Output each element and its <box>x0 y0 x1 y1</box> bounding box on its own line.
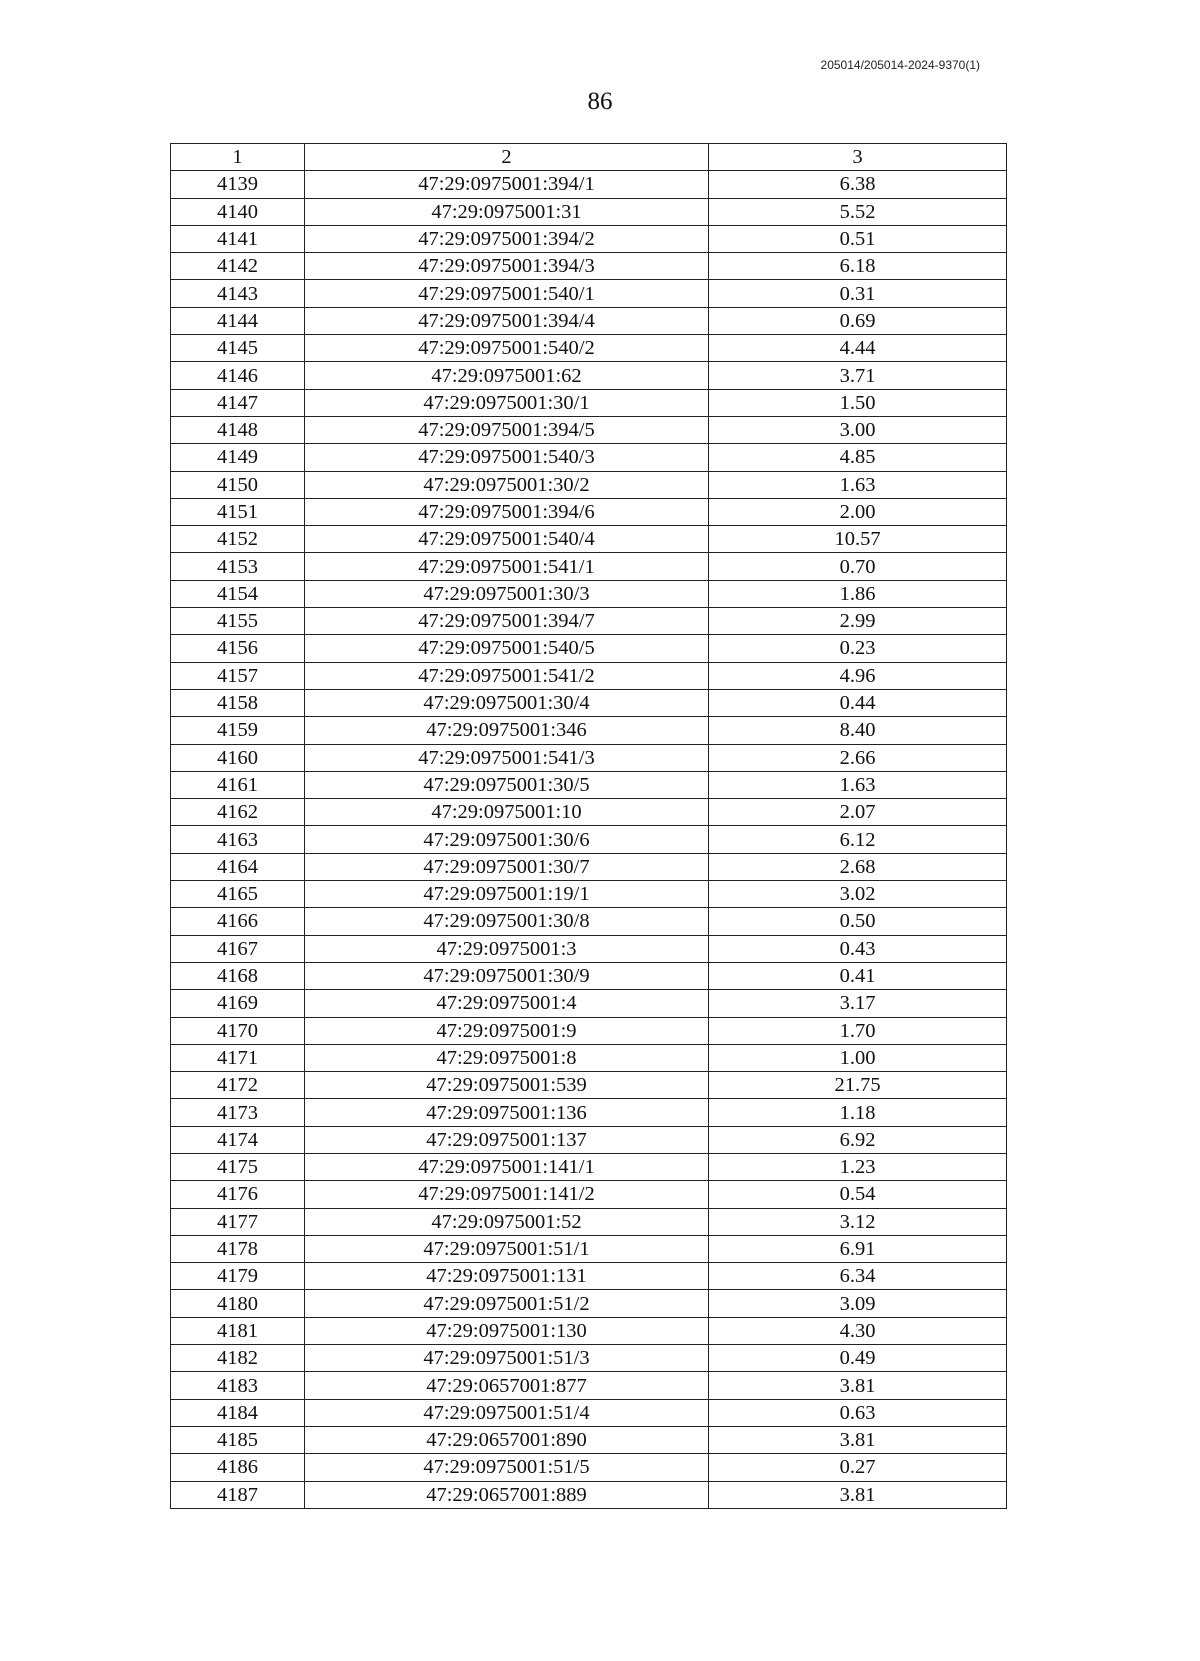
cadastral-number-cell: 47:29:0975001:540/1 <box>305 280 709 307</box>
value-cell: 0.49 <box>709 1345 1007 1372</box>
value-cell: 5.52 <box>709 198 1007 225</box>
table-header <box>171 144 1007 171</box>
value-cell: 6.91 <box>709 1235 1007 1262</box>
value-cell: 0.44 <box>709 689 1007 716</box>
value-cell: 3.02 <box>709 881 1007 908</box>
row-number-cell: 4187 <box>171 1481 305 1508</box>
cadastral-number-cell: 47:29:0975001:30/4 <box>305 689 709 716</box>
cadastral-number-cell: 47:29:0657001:889 <box>305 1481 709 1508</box>
table-row <box>171 553 1007 580</box>
row-number-cell: 4159 <box>171 717 305 744</box>
row-number-cell: 4178 <box>171 1235 305 1262</box>
table-row <box>171 826 1007 853</box>
document-reference: 205014/205014-2024-9370(1) <box>820 58 980 72</box>
value-cell: 0.43 <box>709 935 1007 962</box>
row-number-cell: 4164 <box>171 853 305 880</box>
value-cell: 1.00 <box>709 1044 1007 1071</box>
value-cell: 6.18 <box>709 253 1007 280</box>
cadastral-number-cell: 47:29:0975001:4 <box>305 990 709 1017</box>
table-row <box>171 580 1007 607</box>
cadastral-number-cell: 47:29:0975001:30/6 <box>305 826 709 853</box>
table-row <box>171 1044 1007 1071</box>
cadastral-number-cell: 47:29:0975001:541/2 <box>305 662 709 689</box>
cadastral-number-cell: 47:29:0975001:539 <box>305 1072 709 1099</box>
cadastral-number-cell: 47:29:0975001:52 <box>305 1208 709 1235</box>
value-cell: 10.57 <box>709 526 1007 553</box>
cadastral-number-cell: 47:29:0975001:8 <box>305 1044 709 1071</box>
value-cell: 8.40 <box>709 717 1007 744</box>
cadastral-number-cell: 47:29:0975001:540/4 <box>305 526 709 553</box>
table-row <box>171 1372 1007 1399</box>
cadastral-number-cell: 47:29:0975001:31 <box>305 198 709 225</box>
cadastral-number-cell: 47:29:0975001:30/2 <box>305 471 709 498</box>
value-cell: 6.12 <box>709 826 1007 853</box>
table-row <box>171 1399 1007 1426</box>
cadastral-number-cell: 47:29:0975001:30/8 <box>305 908 709 935</box>
table-row <box>171 253 1007 280</box>
row-number-cell: 4145 <box>171 335 305 362</box>
table-row <box>171 389 1007 416</box>
table-row <box>171 635 1007 662</box>
table-row <box>171 1072 1007 1099</box>
row-number-cell: 4165 <box>171 881 305 908</box>
row-number-cell: 4169 <box>171 990 305 1017</box>
cadastral-number-cell: 47:29:0975001:19/1 <box>305 881 709 908</box>
value-cell: 4.30 <box>709 1317 1007 1344</box>
row-number-cell: 4180 <box>171 1290 305 1317</box>
cadastral-number-cell: 47:29:0975001:137 <box>305 1126 709 1153</box>
table-row <box>171 771 1007 798</box>
table-row <box>171 935 1007 962</box>
table-row <box>171 908 1007 935</box>
row-number-cell: 4151 <box>171 498 305 525</box>
cadastral-number-cell: 47:29:0975001:3 <box>305 935 709 962</box>
row-number-cell: 4146 <box>171 362 305 389</box>
row-number-cell: 4184 <box>171 1399 305 1426</box>
value-cell: 4.85 <box>709 444 1007 471</box>
row-number-cell: 4155 <box>171 608 305 635</box>
table-row <box>171 225 1007 252</box>
row-number-cell: 4168 <box>171 962 305 989</box>
value-cell: 3.81 <box>709 1372 1007 1399</box>
table-row <box>171 1235 1007 1262</box>
cadastral-number-cell: 47:29:0975001:394/1 <box>305 171 709 198</box>
value-cell: 1.63 <box>709 471 1007 498</box>
value-cell: 1.18 <box>709 1099 1007 1126</box>
cadastral-number-cell: 47:29:0975001:394/4 <box>305 307 709 334</box>
value-cell: 6.92 <box>709 1126 1007 1153</box>
row-number-cell: 4160 <box>171 744 305 771</box>
row-number-cell: 4163 <box>171 826 305 853</box>
table-row <box>171 1153 1007 1180</box>
column-header-1: 1 <box>171 144 305 171</box>
value-cell: 3.12 <box>709 1208 1007 1235</box>
column-header-3: 3 <box>709 144 1007 171</box>
table-row <box>171 526 1007 553</box>
table-row <box>171 1454 1007 1481</box>
cadastral-number-cell: 47:29:0975001:540/3 <box>305 444 709 471</box>
value-cell: 0.70 <box>709 553 1007 580</box>
table-row <box>171 689 1007 716</box>
table-row <box>171 799 1007 826</box>
cadastral-number-cell: 47:29:0975001:9 <box>305 1017 709 1044</box>
value-cell: 1.23 <box>709 1153 1007 1180</box>
row-number-cell: 4171 <box>171 1044 305 1071</box>
value-cell: 3.00 <box>709 416 1007 443</box>
table-row <box>171 962 1007 989</box>
column-header-2: 2 <box>305 144 709 171</box>
value-cell: 2.07 <box>709 799 1007 826</box>
row-number-cell: 4176 <box>171 1181 305 1208</box>
value-cell: 21.75 <box>709 1072 1007 1099</box>
row-number-cell: 4179 <box>171 1263 305 1290</box>
row-number-cell: 4173 <box>171 1099 305 1126</box>
value-cell: 0.50 <box>709 908 1007 935</box>
row-number-cell: 4181 <box>171 1317 305 1344</box>
row-number-cell: 4175 <box>171 1153 305 1180</box>
value-cell: 2.66 <box>709 744 1007 771</box>
page-number: 86 <box>587 88 613 115</box>
table-row <box>171 471 1007 498</box>
table-row <box>171 990 1007 1017</box>
table-row <box>171 881 1007 908</box>
cadastral-number-cell: 47:29:0975001:540/2 <box>305 335 709 362</box>
cadastral-number-cell: 47:29:0975001:30/7 <box>305 853 709 880</box>
cadastral-number-cell: 47:29:0975001:394/7 <box>305 608 709 635</box>
value-cell: 6.38 <box>709 171 1007 198</box>
row-number-cell: 4150 <box>171 471 305 498</box>
value-cell: 0.23 <box>709 635 1007 662</box>
table-row <box>171 498 1007 525</box>
table-row <box>171 1126 1007 1153</box>
table-row <box>171 280 1007 307</box>
cadastral-number-cell: 47:29:0975001:131 <box>305 1263 709 1290</box>
table-row <box>171 1263 1007 1290</box>
value-cell: 2.68 <box>709 853 1007 880</box>
row-number-cell: 4153 <box>171 553 305 580</box>
value-cell: 3.71 <box>709 362 1007 389</box>
value-cell: 1.86 <box>709 580 1007 607</box>
row-number-cell: 4162 <box>171 799 305 826</box>
cadastral-number-cell: 47:29:0975001:136 <box>305 1099 709 1126</box>
row-number-cell: 4183 <box>171 1372 305 1399</box>
cadastral-number-cell: 47:29:0657001:890 <box>305 1426 709 1453</box>
row-number-cell: 4186 <box>171 1454 305 1481</box>
table-row <box>171 171 1007 198</box>
cadastral-number-cell: 47:29:0975001:394/2 <box>305 225 709 252</box>
row-number-cell: 4185 <box>171 1426 305 1453</box>
row-number-cell: 4174 <box>171 1126 305 1153</box>
row-number-cell: 4158 <box>171 689 305 716</box>
cadastral-number-cell: 47:29:0975001:51/1 <box>305 1235 709 1262</box>
row-number-cell: 4154 <box>171 580 305 607</box>
cadastral-number-cell: 47:29:0975001:30/5 <box>305 771 709 798</box>
row-number-cell: 4161 <box>171 771 305 798</box>
cadastral-number-cell: 47:29:0975001:30/1 <box>305 389 709 416</box>
table-body <box>171 171 1007 1509</box>
cadastral-number-cell: 47:29:0975001:30/3 <box>305 580 709 607</box>
cadastral-number-cell: 47:29:0975001:541/1 <box>305 553 709 580</box>
row-number-cell: 4167 <box>171 935 305 962</box>
table-row <box>171 198 1007 225</box>
table-row <box>171 335 1007 362</box>
table-row <box>171 444 1007 471</box>
table-row <box>171 1017 1007 1044</box>
row-number-cell: 4148 <box>171 416 305 443</box>
value-cell: 1.50 <box>709 389 1007 416</box>
parcel-table-container <box>170 143 1006 1509</box>
value-cell: 1.63 <box>709 771 1007 798</box>
cadastral-number-cell: 47:29:0975001:51/4 <box>305 1399 709 1426</box>
cadastral-number-cell: 47:29:0975001:394/3 <box>305 253 709 280</box>
cadastral-number-cell: 47:29:0975001:62 <box>305 362 709 389</box>
table-row <box>171 1481 1007 1508</box>
cadastral-number-cell: 47:29:0975001:51/2 <box>305 1290 709 1317</box>
table-row <box>171 1345 1007 1372</box>
row-number-cell: 4182 <box>171 1345 305 1372</box>
value-cell: 2.99 <box>709 608 1007 635</box>
value-cell: 0.41 <box>709 962 1007 989</box>
value-cell: 6.34 <box>709 1263 1007 1290</box>
table-row <box>171 1099 1007 1126</box>
cadastral-number-cell: 47:29:0975001:394/5 <box>305 416 709 443</box>
value-cell: 3.17 <box>709 990 1007 1017</box>
cadastral-number-cell: 47:29:0657001:877 <box>305 1372 709 1399</box>
row-number-cell: 4149 <box>171 444 305 471</box>
table-row <box>171 307 1007 334</box>
table-row <box>171 1208 1007 1235</box>
row-number-cell: 4139 <box>171 171 305 198</box>
table-row <box>171 717 1007 744</box>
value-cell: 0.51 <box>709 225 1007 252</box>
cadastral-number-cell: 47:29:0975001:141/1 <box>305 1153 709 1180</box>
table-row <box>171 853 1007 880</box>
value-cell: 0.54 <box>709 1181 1007 1208</box>
table-row <box>171 1426 1007 1453</box>
table-row <box>171 362 1007 389</box>
table-row <box>171 416 1007 443</box>
parcel-table <box>170 143 1007 1509</box>
table-row <box>171 744 1007 771</box>
row-number-cell: 4144 <box>171 307 305 334</box>
cadastral-number-cell: 47:29:0975001:51/5 <box>305 1454 709 1481</box>
cadastral-number-cell: 47:29:0975001:10 <box>305 799 709 826</box>
row-number-cell: 4170 <box>171 1017 305 1044</box>
value-cell: 3.81 <box>709 1426 1007 1453</box>
table-row <box>171 1290 1007 1317</box>
value-cell: 3.09 <box>709 1290 1007 1317</box>
value-cell: 4.96 <box>709 662 1007 689</box>
table-row <box>171 1181 1007 1208</box>
row-number-cell: 4166 <box>171 908 305 935</box>
value-cell: 1.70 <box>709 1017 1007 1044</box>
cadastral-number-cell: 47:29:0975001:141/2 <box>305 1181 709 1208</box>
row-number-cell: 4177 <box>171 1208 305 1235</box>
row-number-cell: 4156 <box>171 635 305 662</box>
value-cell: 0.31 <box>709 280 1007 307</box>
cadastral-number-cell: 47:29:0975001:540/5 <box>305 635 709 662</box>
header-row <box>171 144 1007 171</box>
table-row <box>171 608 1007 635</box>
table-row <box>171 1317 1007 1344</box>
value-cell: 3.81 <box>709 1481 1007 1508</box>
row-number-cell: 4172 <box>171 1072 305 1099</box>
cadastral-number-cell: 47:29:0975001:346 <box>305 717 709 744</box>
value-cell: 2.00 <box>709 498 1007 525</box>
row-number-cell: 4141 <box>171 225 305 252</box>
table-row <box>171 662 1007 689</box>
row-number-cell: 4142 <box>171 253 305 280</box>
row-number-cell: 4157 <box>171 662 305 689</box>
cadastral-number-cell: 47:29:0975001:130 <box>305 1317 709 1344</box>
row-number-cell: 4140 <box>171 198 305 225</box>
cadastral-number-cell: 47:29:0975001:30/9 <box>305 962 709 989</box>
value-cell: 0.27 <box>709 1454 1007 1481</box>
row-number-cell: 4143 <box>171 280 305 307</box>
cadastral-number-cell: 47:29:0975001:51/3 <box>305 1345 709 1372</box>
cadastral-number-cell: 47:29:0975001:394/6 <box>305 498 709 525</box>
value-cell: 0.63 <box>709 1399 1007 1426</box>
value-cell: 4.44 <box>709 335 1007 362</box>
row-number-cell: 4152 <box>171 526 305 553</box>
cadastral-number-cell: 47:29:0975001:541/3 <box>305 744 709 771</box>
row-number-cell: 4147 <box>171 389 305 416</box>
value-cell: 0.69 <box>709 307 1007 334</box>
